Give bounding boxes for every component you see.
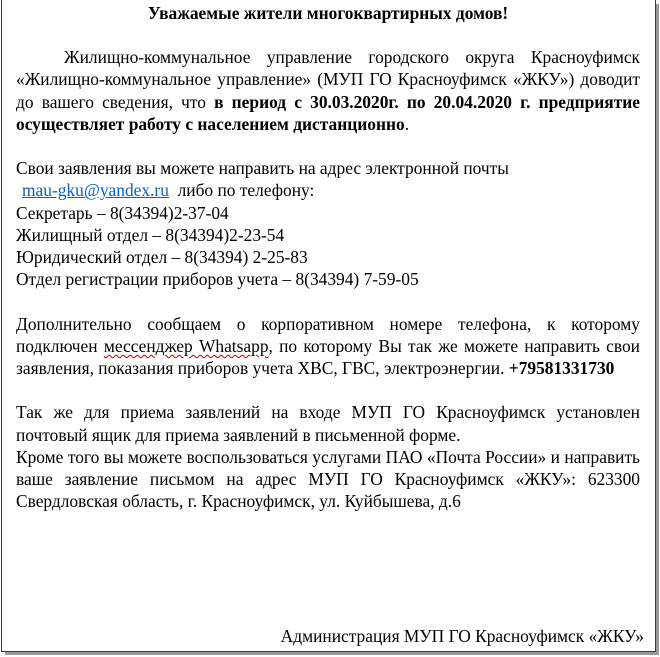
- document-body: [16, 2, 640, 512]
- whatsapp-phone: +79581331730: [508, 358, 615, 379]
- phone-meters: Отдел регистрации приборов учета – 8(34394) 7-59-05: [16, 269, 419, 290]
- page-shadow-right: [656, 4, 659, 655]
- contacts-lead: Свои заявления вы можете направить на адрес электронной почты: [16, 158, 509, 179]
- phone-housing: Жилищный отдел – 8(34394)2-23-54: [16, 224, 285, 245]
- post-paragraph: Кроме того вы можете воспользоваться услугами ПАО «Почта России» и направить ваше заявление письмом на адрес МУП ГО Красноуфимск «ЖКУ»: 623300 Свердловская область, г. Красноуфимск, ул. Куйбышева, д.6: [16, 446, 640, 512]
- phone-legal: Юридический отдел – 8(34394) 2-25-83: [16, 247, 308, 268]
- email-after-text: либо по телефону:: [177, 180, 315, 201]
- mailbox-paragraph: Так же для приема заявлений на входе МУП ГО Красноуфимск установлен почтовый ящик для приема заявлений в письменной форме.: [16, 402, 640, 445]
- intro-paragraph: [16, 46, 640, 135]
- page-shadow-bottom: [5, 652, 659, 655]
- email-link[interactable]: mau-gku@yandex.ru: [22, 180, 169, 201]
- spacer: [16, 135, 640, 157]
- signature: Администрация МУП ГО Красноуфимск «ЖКУ»: [280, 626, 644, 646]
- whatsapp-paragraph: [16, 313, 640, 380]
- phone-secretary: Секретарь – 8(34394)2-37-04: [16, 202, 229, 223]
- intro-end: .: [404, 113, 410, 134]
- intro-text: Жилищно-коммунальное управление городского округа Красноуфимск «Жилищно-коммунальное управление» (МУП ГО Красноуфимск «ЖКУ») доводит до вашего сведения, что: [16, 47, 640, 112]
- spacer: [16, 379, 640, 401]
- whatsapp-text: Дополнительно сообщаем о корпоративном номере телефона, к которому подключен: [16, 313, 640, 356]
- spacer: [16, 290, 640, 312]
- whatsapp-messenger: мессенджер Whatsapp: [103, 335, 269, 356]
- document-title: Уважаемые жители многоквартирных домов!: [147, 3, 509, 23]
- whatsapp-text-2: , по которому Вы так же можете направить свои заявления, показания приборов учета ХВС, ГВС, электроэнергии.: [16, 335, 640, 379]
- intro-bold-period: в период с 30.03.2020г. по 20.04.2020 г. предприятие осуществляет работу с населением дистанционно: [16, 91, 640, 134]
- email-line: [16, 179, 640, 201]
